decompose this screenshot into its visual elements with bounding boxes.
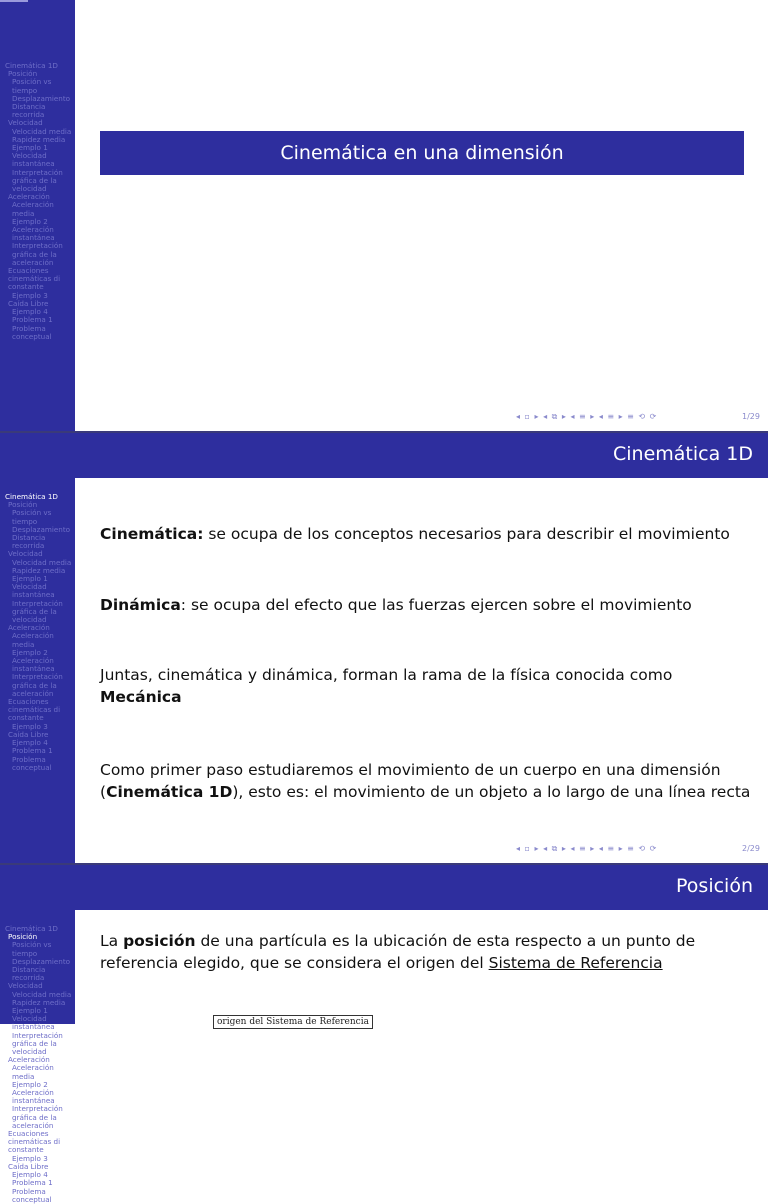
sidebar-item[interactable]: Velocidad media [12, 126, 72, 136]
sidebar-item[interactable]: Velocidad instantánea [12, 151, 55, 169]
sidebar-item[interactable]: Interpretación gráfica de la velocidad [12, 167, 63, 194]
sidebar-item[interactable]: Problema conceptual [12, 1186, 52, 1204]
sidebar-item[interactable]: Aceleración [8, 1055, 50, 1065]
sidebar-item[interactable]: Aceleración media [12, 200, 54, 218]
sidebar-item[interactable]: Caída Libre [8, 729, 49, 739]
text: Juntas, cinemática y dinámica, forman la rama de la física conocida como [100, 666, 673, 684]
sidebar-item[interactable]: Velocidad [8, 549, 43, 559]
frame-header [0, 433, 768, 478]
origin-label-box: origen del Sistema de Referencia [213, 1015, 373, 1029]
sidebar-item[interactable]: Cinemática 1D [5, 492, 58, 501]
sidebar-item[interactable]: Ejemplo 4 [12, 1170, 48, 1180]
sidebar-item[interactable]: Interpretación gráfica de la aceleración [12, 241, 63, 267]
page-number: 1/29 [742, 412, 760, 421]
sidebar-item[interactable]: Interpretación gráfica de la velocidad [12, 1030, 63, 1057]
sidebar-item[interactable]: Cinemática 1D [5, 61, 58, 70]
sidebar-item[interactable]: Aceleración instantánea [12, 225, 55, 243]
sidebar-item[interactable]: Ejemplo 4 [12, 738, 48, 748]
sidebar-item[interactable]: Aceleración media [12, 631, 54, 649]
sidebar-item[interactable]: Ejemplo 1 [12, 143, 48, 153]
link-sistema-referencia[interactable]: Sistema de Referencia [488, 954, 663, 972]
sidebar-item[interactable]: Ejemplo 2 [12, 1079, 48, 1089]
sidebar-item[interactable]: Cinemática 1D [5, 924, 58, 933]
text: : se ocupa del efecto que las fuerzas ejercen sobre el movimiento [180, 596, 692, 614]
text: Como primer paso estudiaremos el movimiento de un cuerpo en una dimensión ( [100, 761, 721, 801]
sidebar-item[interactable]: Desplazamiento [12, 524, 71, 534]
sidebar-item[interactable]: Problema 1 [12, 746, 53, 756]
sidebar-item[interactable]: Rapidez media [12, 997, 66, 1007]
sidebar-item[interactable]: Ejemplo 3 [12, 721, 48, 731]
sidebar-top-rule [0, 0, 28, 2]
sidebar-item[interactable]: Problema conceptual [12, 323, 52, 341]
sidebar-item[interactable]: Caída Libre [8, 298, 49, 308]
sidebar-item[interactable]: Velocidad instantánea [12, 1014, 55, 1032]
sidebar-item[interactable]: Aceleración [8, 192, 50, 202]
sidebar-item[interactable]: Ejemplo 2 [12, 647, 48, 657]
paragraph-dinamica [100, 594, 760, 616]
sidebar-item[interactable]: Posición vs tiempo [12, 508, 52, 526]
sidebar-item[interactable]: Posición [8, 932, 38, 942]
frame-title: Cinemática 1D [612, 443, 753, 465]
paragraph-cinematica [100, 523, 760, 545]
sidebar-item[interactable]: Velocidad media [12, 989, 72, 999]
term-mecanica: Mecánica [100, 688, 182, 706]
slide-3 [0, 865, 768, 1204]
beamer-nav-controls[interactable]: ◂ ▫ ▸ ◂ ⧉ ▸ ◂ ≡ ▸ ◂ ≡ ▸ ≡ ⟲ ⟳ [516, 412, 658, 421]
slide-1 [0, 0, 768, 431]
sidebar [0, 433, 75, 863]
beamer-nav-controls[interactable]: ◂ ▫ ▸ ◂ ⧉ ▸ ◂ ≡ ▸ ◂ ≡ ▸ ≡ ⟲ ⟳ [516, 844, 658, 853]
text: La [100, 932, 124, 950]
paragraph-cinematica-1d [100, 759, 760, 803]
sidebar-item[interactable]: Ejemplo 2 [12, 216, 48, 226]
sidebar-nav [4, 62, 74, 341]
page-number: 2/29 [742, 844, 760, 853]
sidebar-item[interactable]: Ecuaciones cinemáticas di constante [8, 266, 61, 292]
term-cinematica: Cinemática: [100, 525, 204, 543]
frame-title: Posición [676, 875, 753, 897]
sidebar-item[interactable]: Interpretación gráfica de la aceleración [12, 672, 63, 698]
sidebar-item[interactable]: Desplazamiento [12, 93, 71, 103]
sidebar-item[interactable]: Problema 1 [12, 1178, 53, 1188]
sidebar-item[interactable]: Velocidad [8, 118, 43, 128]
sidebar-item[interactable]: Velocidad media [12, 557, 72, 567]
sidebar-item[interactable]: Problema 1 [12, 315, 53, 325]
sidebar [0, 0, 75, 431]
paragraph-posicion [100, 930, 740, 974]
sidebar-nav [4, 493, 74, 772]
sidebar-item[interactable]: Ecuaciones cinemáticas di constante [8, 697, 61, 723]
sidebar-item[interactable]: Rapidez media [12, 565, 66, 575]
sidebar-item[interactable]: Velocidad instantánea [12, 582, 55, 600]
sidebar-item[interactable]: Distancia recorrida [12, 965, 46, 983]
frame-header [0, 865, 768, 910]
slide-2 [0, 433, 768, 863]
term-cinematica-1d: Cinemática 1D [106, 783, 233, 801]
sidebar-item[interactable]: Rapidez media [12, 134, 66, 144]
sidebar-item[interactable]: Ejemplo 4 [12, 307, 48, 317]
sidebar-item[interactable]: Aceleración [8, 623, 50, 633]
sidebar-item[interactable]: Posición vs tiempo [12, 940, 52, 958]
sidebar-item[interactable]: Interpretación gráfica de la aceleración [12, 1104, 63, 1130]
sidebar-nav [4, 925, 74, 1204]
sidebar-item[interactable]: Aceleración media [12, 1063, 54, 1081]
sidebar-item[interactable]: Ejemplo 3 [12, 290, 48, 300]
sidebar-item[interactable]: Ejemplo 3 [12, 1153, 48, 1163]
text: de una partícula es la ubicación de esta respecto a un punto de referencia elegido, que se considera el origen del [100, 932, 696, 972]
title-box: Cinemática en una dimensión [100, 131, 744, 175]
sidebar-item[interactable]: Distancia recorrida [12, 533, 46, 551]
sidebar-item[interactable]: Ejemplo 1 [12, 1006, 48, 1016]
paragraph-mecanica [100, 664, 760, 708]
sidebar-item[interactable]: Posición [8, 500, 38, 510]
text: se ocupa de los conceptos necesarios para describir el movimiento [203, 525, 730, 543]
sidebar-item[interactable]: Caída Libre [8, 1161, 49, 1171]
sidebar-item[interactable]: Problema conceptual [12, 754, 52, 772]
sidebar-item[interactable]: Aceleración instantánea [12, 1088, 55, 1106]
sidebar-item[interactable]: Aceleración instantánea [12, 656, 55, 674]
sidebar-item[interactable]: Ejemplo 1 [12, 574, 48, 584]
sidebar-item[interactable]: Interpretación gráfica de la velocidad [12, 598, 63, 625]
sidebar-item[interactable]: Posición [8, 69, 38, 79]
sidebar-item[interactable]: Distancia recorrida [12, 102, 46, 120]
text: ), esto es: el movimiento de un objeto a lo largo de una línea recta [232, 783, 751, 801]
sidebar-item[interactable]: Velocidad [8, 981, 43, 991]
sidebar-item[interactable]: Posición vs tiempo [12, 77, 52, 95]
sidebar-item[interactable]: Desplazamiento [12, 956, 71, 966]
term-dinamica: Dinámica [100, 596, 181, 614]
term-posicion: posición [123, 932, 196, 950]
sidebar-item[interactable]: Ecuaciones cinemáticas di constante [8, 1129, 61, 1155]
